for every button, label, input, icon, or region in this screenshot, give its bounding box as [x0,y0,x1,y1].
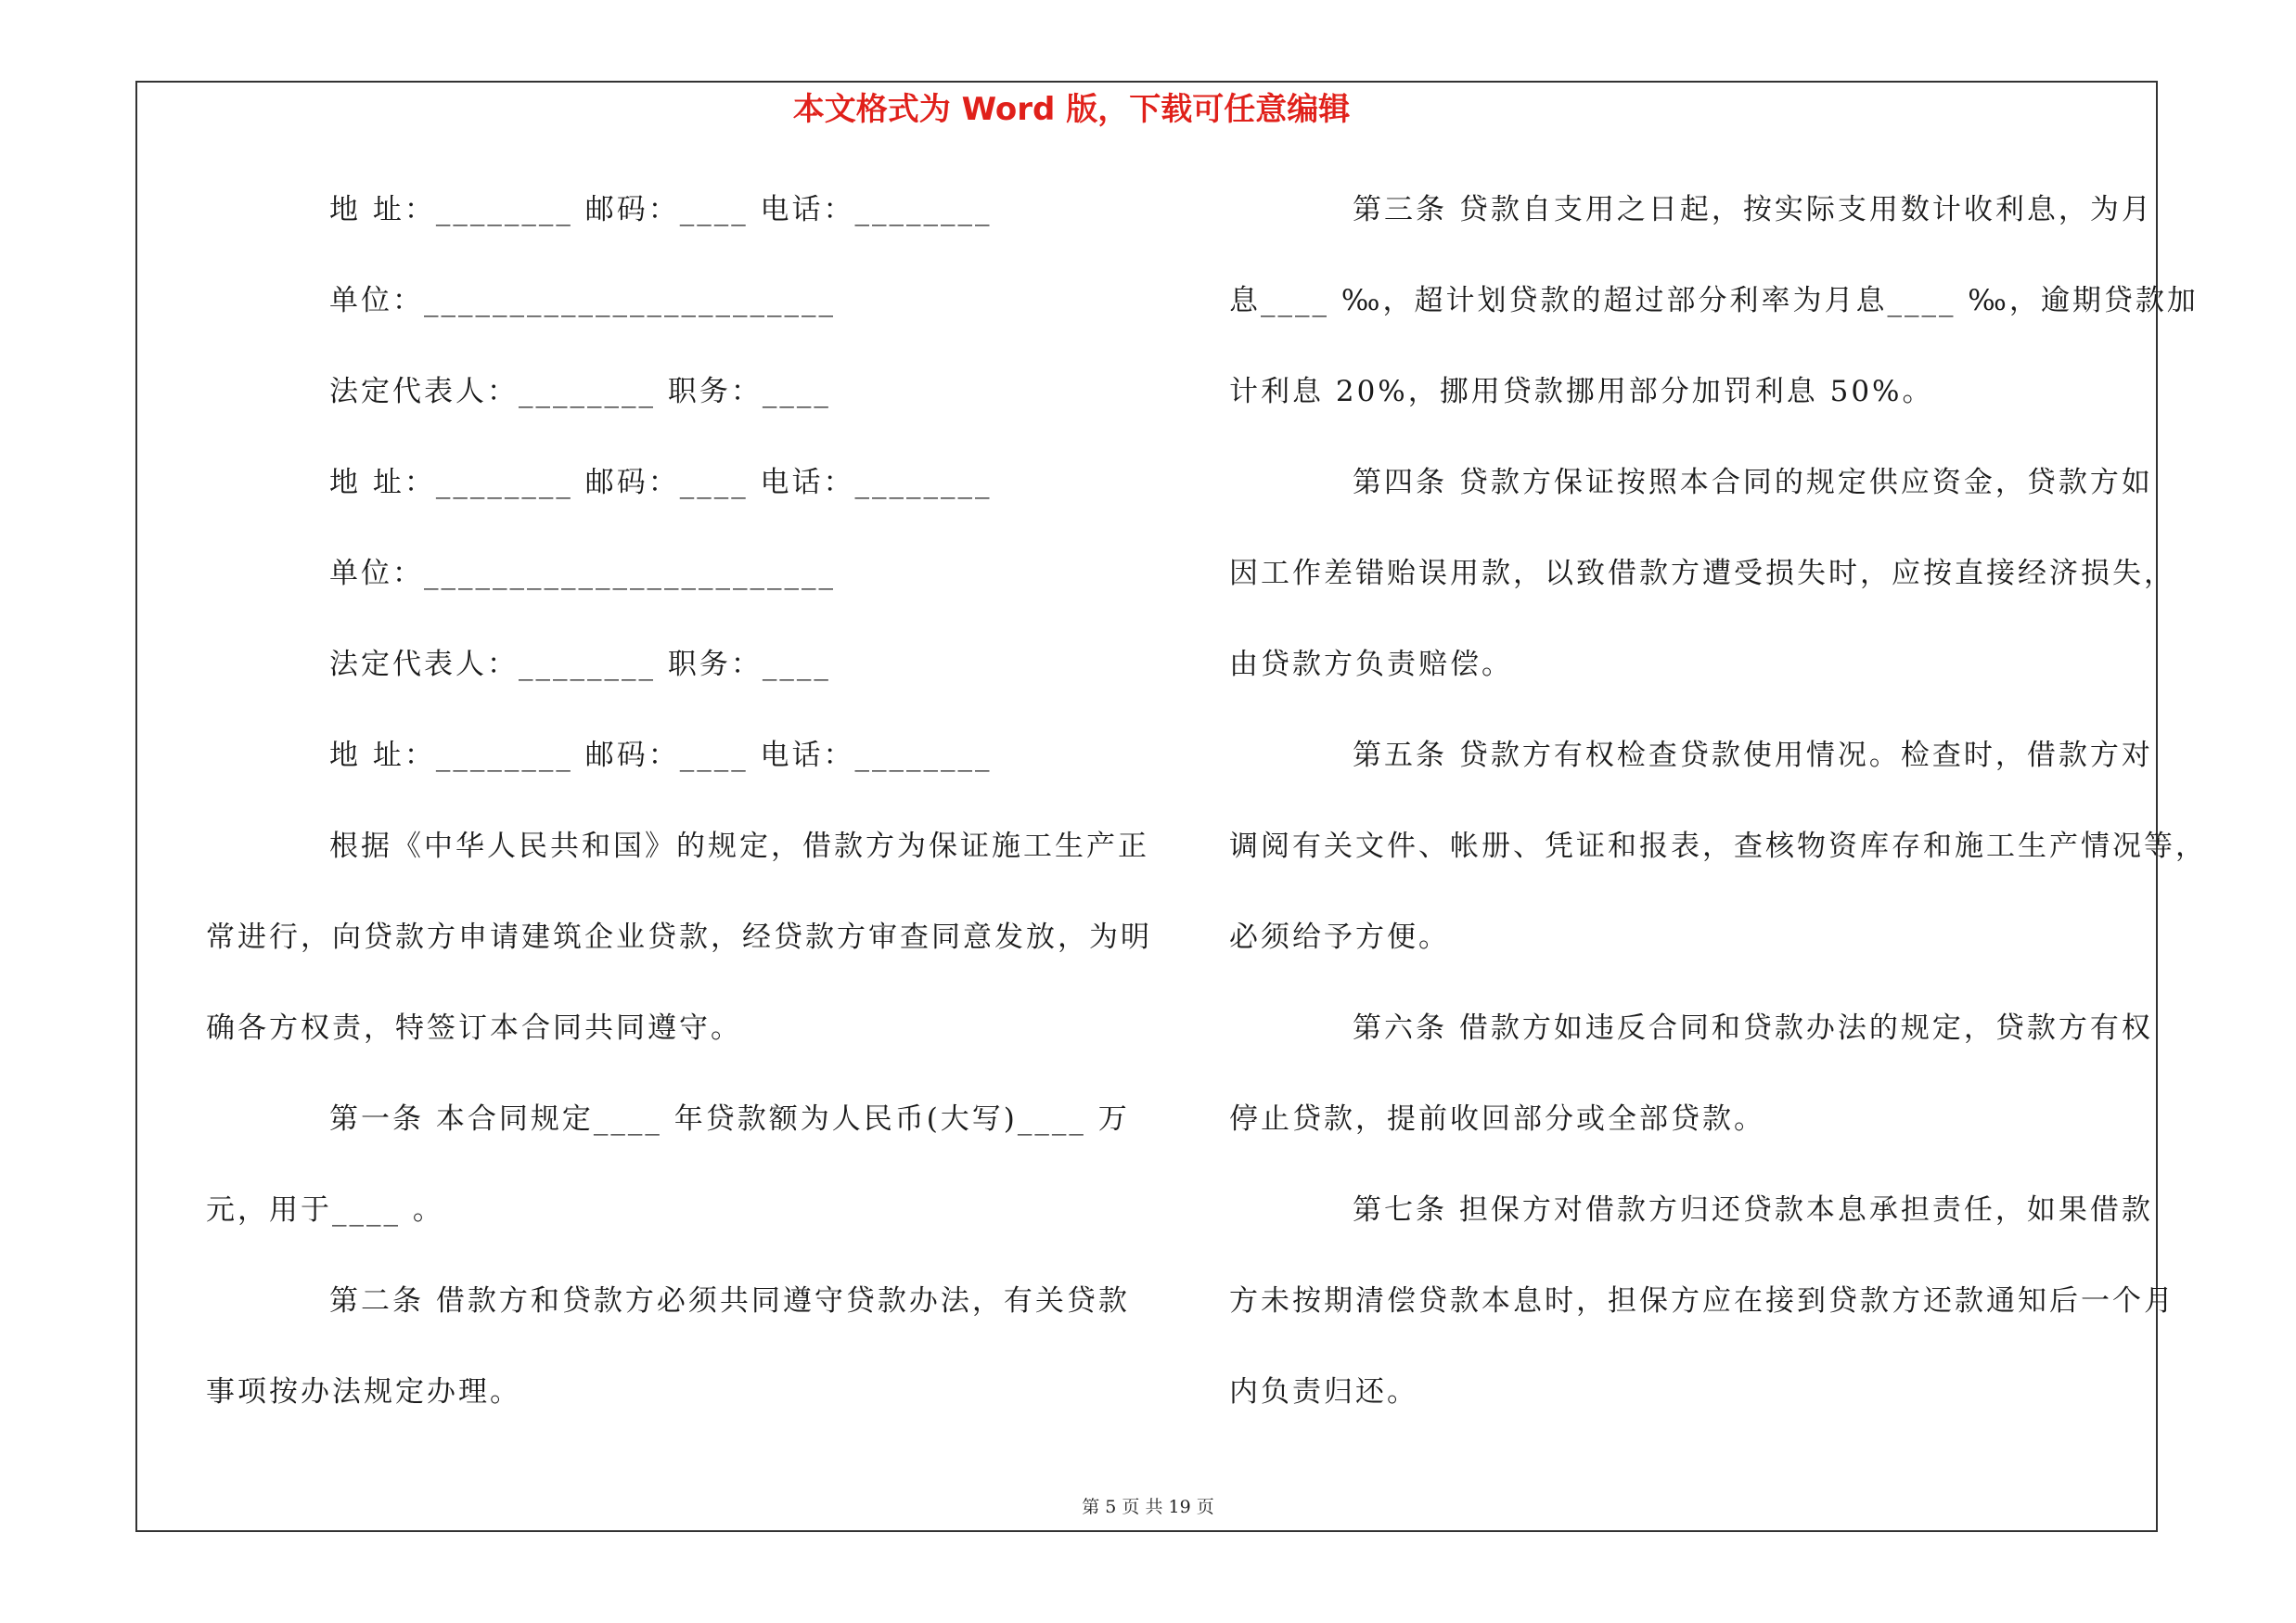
text-line: 调阅有关文件、帐册、凭证和报表，查核物资库存和施工生产情况等， [1229,830,2207,863]
text-line: 第一条 本合同规定____ 年贷款额为人民币(大写)____ 万 [329,1102,1130,1136]
text-line: 第七条 担保方对借款方归还贷款本息承担责任，如果借款 [1353,1193,2153,1227]
text-line: 第五条 贷款方有权检查贷款使用情况。检查时，借款方对 [1353,739,2153,772]
text-line: 因工作差错贻误用款，以致借款方遭受损失时，应按直接经济损失， [1229,557,2175,590]
text-line: 第四条 贷款方保证按照本合同的规定供应资金，贷款方如 [1353,466,2153,499]
text-line: 停止贷款，提前收回部分或全部贷款。 [1229,1102,1765,1136]
text-line: 单位：________________________ [329,557,836,590]
text-line: 根据《中华人民共和国》的规定，借款方为保证施工生产正 [329,830,1149,863]
text-line: 地 址：________ 邮码：____ 电话：________ [329,739,993,772]
text-line: 计利息 20%，挪用贷款挪用部分加罚利息 50%。 [1229,375,1934,408]
text-line: 法定代表人：________ 职务：____ [329,375,831,408]
format-banner: 本文格式为 Word 版，下载可任意编辑 [792,91,1351,128]
text-line: 由贷款方负责赔偿。 [1229,648,1513,681]
text-line: 地 址：________ 邮码：____ 电话：________ [329,466,993,499]
text-line: 第三条 贷款自支用之日起，按实际支用数计收利息，为月 [1353,193,2153,226]
text-line: 内负责归还。 [1229,1375,1418,1409]
text-line: 第六条 借款方如违反合同和贷款办法的规定，贷款方有权 [1353,1011,2153,1045]
page-number: 第 5 页 共 19 页 [1082,1497,1214,1517]
text-line: 确各方权责，特签订本合同共同遵守。 [206,1011,742,1045]
text-line: 方未按期清偿贷款本息时，担保方应在接到贷款方还款通知后一个月 [1229,1284,2175,1318]
text-line: 事项按办法规定办理。 [206,1375,521,1409]
text-line: 法定代表人：________ 职务：____ [329,648,831,681]
text-line: 必须给予方便。 [1229,921,1450,954]
text-line: 地 址：________ 邮码：____ 电话：________ [329,193,993,226]
text-line: 息____ ‰，超计划贷款的超过部分利率为月息____ ‰，逾期贷款加 [1229,284,2199,317]
text-line: 常进行，向贷款方申请建筑企业贷款，经贷款方审查同意发放，为明 [206,921,1152,954]
text-line: 元，用于____ 。 [206,1193,444,1227]
text-line: 第二条 借款方和贷款方必须共同遵守贷款办法，有关贷款 [329,1284,1130,1318]
text-line: 单位：________________________ [329,284,836,317]
